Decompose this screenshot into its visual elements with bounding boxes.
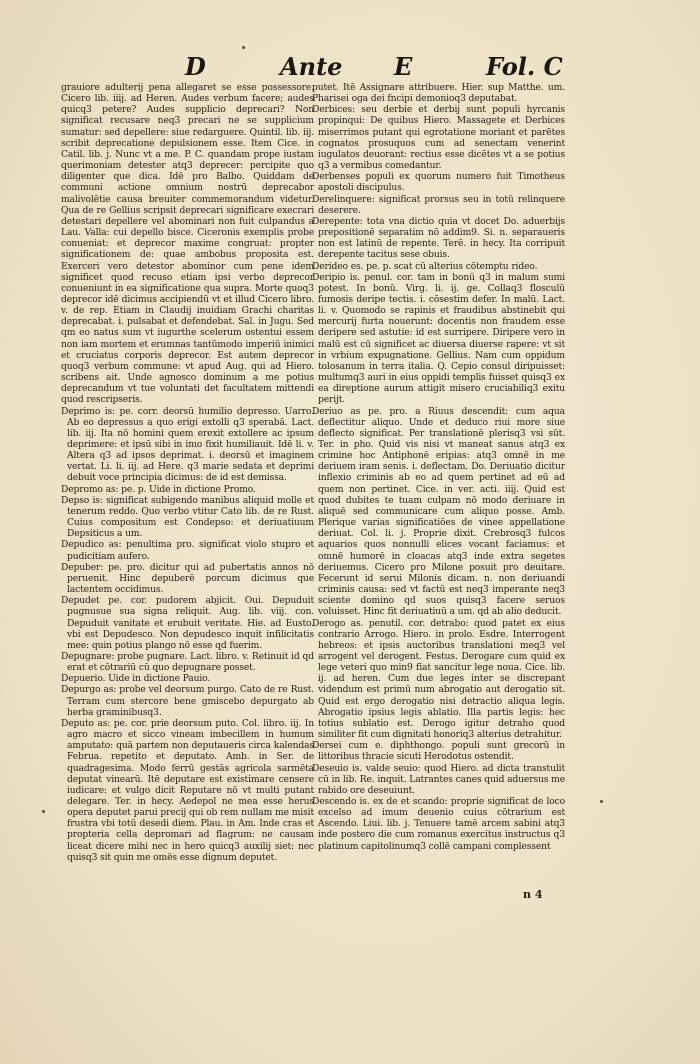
dictionary-entry: Depudet pe. cor. pudorem abjicit. Oui. Depuduit pugnusue sua signa reliquit. Aug. lib. viij. con. Depuduit vanitate et erubuit veritate. Hie. ad Eusto. vbi est Depudesco. Non depudesco inquit infilicitatis mee: quin potius plango nō esse qd fuerim. bbox=[61, 595, 314, 651]
header-word: Ante bbox=[280, 52, 343, 81]
dictionary-entry: Deprimo is: pe. corr. deorsū humilio depresso. Uarro. Ab eo depressus a quo erigi extolli q3 sperabā. Lact. lib. iij. Ita nō homini quem erexit extollere ac ipsum deprimere: et ipsū sibi in imo fixit humiliauit. Idē li. v. Altera q3 ad ipsos deprimat. i. deorsū et imaginem vertat. Li. li. iij. ad Here. q3 marie sedata et deprimi debuit voce principia dicimus: de id est demissa. bbox=[61, 405, 314, 484]
dictionary-entry: Derideo es. pe. p. scat cū alterius cōtemptu rideo. bbox=[312, 260, 538, 272]
dictionary-entry: Derepente: tota vna dictio quia vt docet Do. aduerbijs prepositionē separatim nō addim9. Si. n. separaueris non est latinū de repente. Terē. in hecy. Ita corripuit derepente tacitus sese obuis. bbox=[312, 215, 565, 261]
dictionary-entry: Depugnare: probe pugnare. Lact. libro. v. Retinuit id qd erat et cōtrariū cū quo depugnare posset. bbox=[61, 650, 314, 674]
running-header bbox=[0, 52, 700, 86]
header-left-letter: D bbox=[185, 52, 206, 81]
dictionary-entry: Deseuio is. valde seuio: quod Hiero. ad dicta transtulit cū in lib. Re. inquit. Latrantes canes quid aduersus me rabido ore deseuiunt. bbox=[312, 762, 565, 796]
dictionary-entry: Derbenses populi ex quorum numero fuit Timotheus apostoli discipulus. bbox=[312, 171, 565, 194]
dictionary-entry: Depurgo as: probe vel deorsum purgo. Cato de re Rust. Terram cum stercore bene gmiscebo depurgato ab herba graminibusq3. bbox=[61, 684, 314, 718]
dictionary-entry: Depuber: pe. pro. dicitur qui ad pubertatis annos nō peruenit. Hinc depuberē porcum dicimus que lactentem occidimus. bbox=[61, 561, 314, 596]
dictionary-entry: Derogo as. penutil. cor. detrabo: quod patet ex eius contrario Arrogo. Hiero. in prolo. Esdre. Interrogent hebreos: et ipsis auctoribus translationi meq3 vel arrogent vel derogent. Festus. Derogare cum quid ex lege veteri quo min9 fiat sancitur lege noua. Cice. lib. ij. ad heren. Cum due leges inter se discrepant videndum est primū num abrogatio aut derogatio sit. Quid est ergo derogatio nisi detractio aliqua legis. Abrogatio ipsius legis ablatio. Illa partis legis: hec totius sublatio est. Derogo igitur detraho quod similiter fit cum dignitati honoriq3 alterius detrahitur. bbox=[312, 617, 565, 741]
right-text-column bbox=[312, 82, 565, 852]
signature-mark: n 4 bbox=[523, 888, 543, 901]
dictionary-entry: Depuerio. Uide in dictione Pauio. bbox=[61, 673, 211, 685]
dictionary-entry: Descendo is. ex de et scando: proprie significat de loco excelso ad imum deuenio cuius cōtrarium est Ascendo. Liui. lib. j. Tenuere tamē arcem sabini atq3 inde postero die cum romanus exercitus instructus q3 platinum capitolinumq3 collē campani complessent bbox=[312, 796, 565, 852]
folio-number: Fol. C bbox=[486, 52, 563, 81]
dictionary-entry: Derelinquere: significat prorsus seu in totū relinquere deserere. bbox=[312, 193, 565, 216]
margin-dot bbox=[42, 810, 45, 813]
left-text-column bbox=[61, 82, 314, 863]
header-right-letter: E bbox=[394, 52, 413, 81]
dictionary-entry: grauiore adulterij pena allegaret se esse possessore. Cicero lib. iiij. ad Heren. Audes verbum facere; audes quicq3 petere? Audes supplicio deprecari? Non significat recusare neq3 precari ne se supplicium sumatur: sed depellere: siue redarguere. Quintil. lib. iij. scribit deprecatione depulsionem esse. Item Cice. in Catil. lib. j. Nunc vt a me. P. C. quandam prope iustam querimoniam detester atq3 deprecer: percipite quo diligenter que dica. Idē pro Balbo. Quiddam de communi actione omnium nostrū deprecabor malivolētie causa breuiter commemorandum videtur. Qua de re Gellius scripsit deprecari significare execrari detestari depellere vel abominari non fuit culpandus a Lau. Valla: cui depello bisce. Ciceronis exemplis probe conueniat: et deprecor maxime congruat: propter significationem de: quae ambobus proposita est. Exerceri vero detestor abominor cum pene idem significet quod recuso etiam ipsi verbo deprecor conueniunt in ea significatione qua supra. Morte quoq3 deprecor idē dicimus accipiendū vt et illud Cicero libro. v. de rep. Etiam in Claudij inuidiam Grachi charitas deprecabat. i. pulsabat et defendebat. Sal. in Jugu. Sed qm eo natus sum vt iugurthe scelerum ostentui essem non iam mortem et erumnas tantūmodo imperiū inimici et cruciatus corporis deprecor. Est autem deprecor quoq3 verbum commune: vt apud Aug. qui ad Hiero. scribens ait. Unde agnosco dominum a me potius deprecandum vt tue voluntati det facultatem mittendi quod rescripseris. bbox=[61, 82, 314, 406]
margin-dot bbox=[600, 800, 603, 803]
dictionary-entry: Dersei cum e. diphthongo. populi sunt grecorū in littoribus thracie sicuti Herodotus ostendit. bbox=[312, 740, 565, 763]
dictionary-entry: Deputo as: pe. cor. prie deorsum puto. Col. libro. iij. In agro macro et sicco vineam imbecillem in humum amputato: quā partem non deputaueris circa kalendas Februa. repetito et deputato. Amb. in Ser. de quadragesima. Modo ferrū gestās agricola sarmēta deputat vinearū. Itē deputare est existimare censere iudicare: et vulgo dicit Reputare nō vt multi putant delegare. Ter. in hecy. Aedepol ne mea esse herus opera deputet parui precij qui ob rem nullam me misit frustra vbi totū desedi diem. Plau. in Am. Inde cras et propteria cella depromari ad flagrum: ne causam liceat dicere mihi nec in hero quicq3 auxilij siet: nec quisq3 sit quin me omēs esse dignum deputet. bbox=[61, 717, 314, 863]
dictionary-entry: putet. Itē Assignare attribuere. Hier. sup Matthe. um. Pharisei oga dei fncipi demonioq3 deputabat. bbox=[312, 82, 565, 105]
margin-dot bbox=[242, 46, 245, 49]
dictionary-entry: Depso is: significat subigendo manibus aliquid molle et tenerum reddo. Quo verbo vtitur Cato lib. de re Rust. Cuius compositum est Condepso: et deriuatiuum Depsiticus a um. bbox=[61, 494, 314, 540]
dictionary-entry: Deripio is. penul. cor. tam in bonū q3 in malum sumi potest. In bonū. Virg. li. ij. ge. Collaq3 flosculū fumosis deripe tectis. i. cōsestim defer. In malū. Lact. li. v. Quomodo se rapinis et fraudibus abstinebit qui mercurij furta nouerunt: docentis non fraudem esse deripere sed astutie: id est surripere. Diripere vero in malū est cū significet ac diuersa diuerse rapere: vt sit in vrbium expugnatione. Gellius. Nam cum oppidum tolosanum in terra italia. Q. Cepio consul diripuisset: multumq3 auri in eius oppidi templis fuisset quisq3 ex ea direptione aurum attigit misero cruciabiliq3 exitu perijt. bbox=[312, 271, 565, 406]
dictionary-entry: Depromo as: pe. p. Uide in dictione Promo. bbox=[61, 483, 256, 495]
dictionary-entry: Depudico as: penultima pro. significat violo stupro et pudicitiam aufero. bbox=[61, 539, 314, 562]
dictionary-entry: Deriuo as pe. pro. a Riuus descendit: cum aqua deflectitur aliquo. Unde et deduco riui more siue deflecto significat. Per translationē plerisq3 vsi sūt. Ter. in pho. Quid vis nisi vt maneat sanus atq3 ex crimine hoc Antiphonē eripias: atq3 omnē in me deriuem iram senis. i. deflectam. Do. Deriuatio dicitur inflexio criminis ab eo ad quem pertinet ad eū ad quem non pertinet. Cice. in ver. acti. iiij. Quid est quod dubites te tuam culpam nō modo deriuare in aliquē sed communicare cum aliquo posse. Amb. Plerique varias significatiōes de vinee appellatione deriuat. Col. li. j. Proprie dixit. Crebrosq3 fulcos aquarios quos nonnulli elices vocant faciamus: et omnē humorē in cloacas atq3 inde extra segetes deriuemus. Cicero pro Milone posuit pro deuitare. Fecerunt id serui Milonis dicam. n. non deriuandi criminis causa: sed vt factū est neq3 imperante neq3 sciente domino qd suos quisq3 facere seruos voluisset. Hinc fit deriuatiuū a um. qd ab alio deducit. bbox=[312, 405, 565, 618]
dictionary-entry: Derbices: seu derbie et derbij sunt populi hyrcanis propinqui: De quibus Hiero. Massagete et Derbices miserrimos putant qui egrotatione moriant et parētes cognatos prosuquos cum ad senectam venerint iugulatos deuorant: rectius esse dicētes vt a se potius q3 a vermibus comedantur. bbox=[312, 104, 565, 172]
